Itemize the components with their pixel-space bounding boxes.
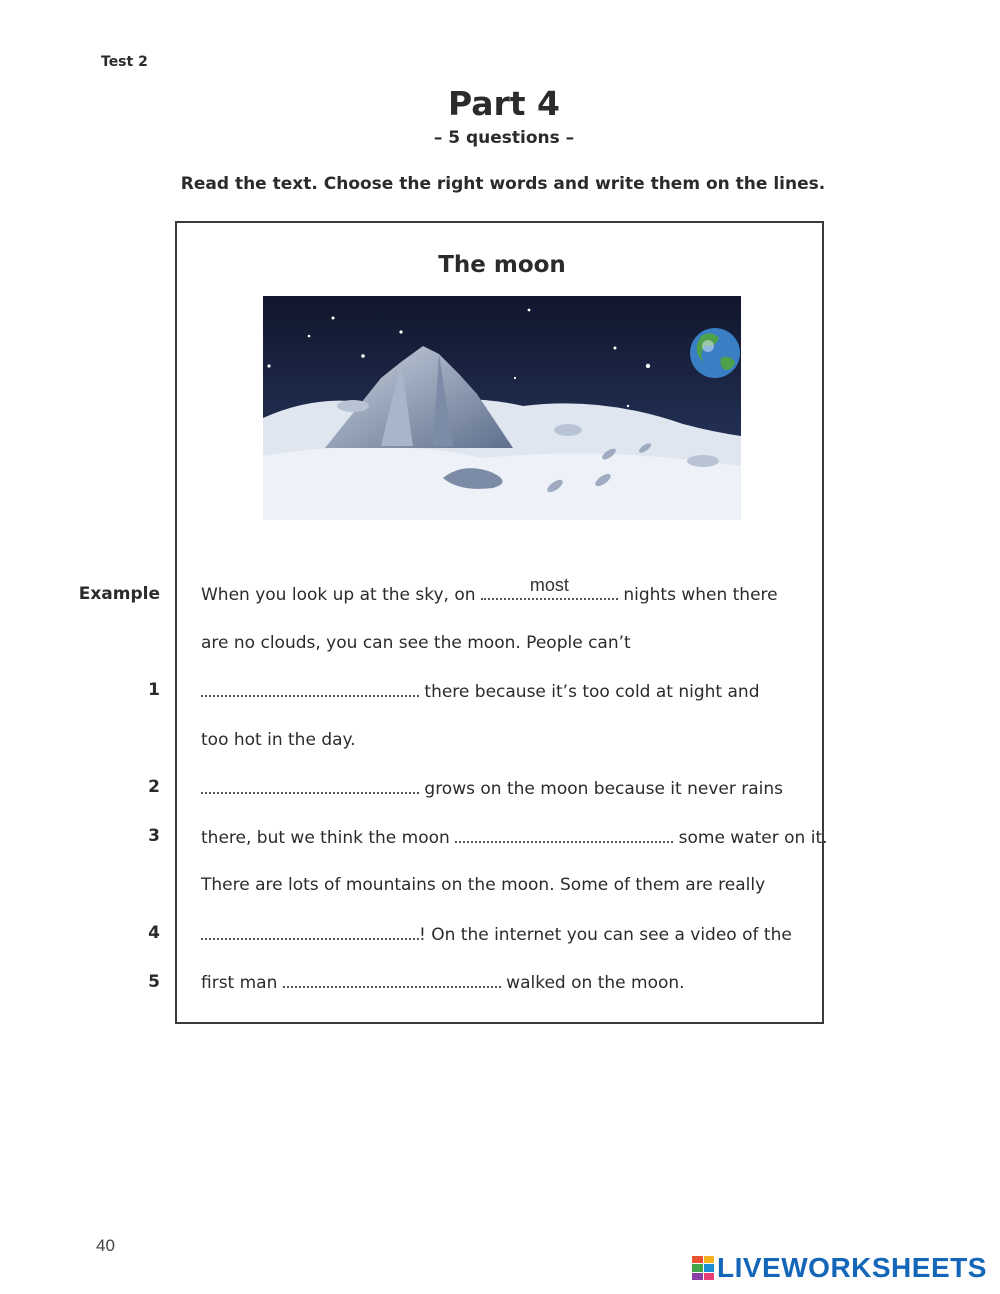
story-text: When you look up at the sky, on: [201, 585, 481, 605]
question-number-1: 1: [148, 680, 160, 700]
brand-logo[interactable]: [692, 1253, 987, 1283]
example-answer-blank: [481, 575, 618, 600]
part-title: Part 4: [447, 84, 561, 123]
answer-blank-2[interactable]: [201, 778, 419, 794]
part-subtitle: – 5 questions –: [433, 128, 575, 148]
answer-blank-4[interactable]: [201, 924, 419, 940]
story-text: there, but we think the moon: [201, 828, 456, 848]
liveworksheets-logo-icon: [692, 1256, 714, 1280]
story-line-q1: [201, 681, 759, 702]
story-line-q5: [201, 972, 685, 993]
story-text: grows on the moon because it never rains: [419, 779, 784, 799]
story-text: there because it’s too cold at night and: [419, 682, 760, 702]
story-text: are no clouds, you can see the moon. People can’t: [201, 633, 631, 653]
story-text: There are lots of mountains on the moon. Some of them are really: [201, 875, 766, 895]
story-line: [201, 875, 765, 895]
story-text: nights when there: [617, 585, 778, 605]
story-title: The moon: [438, 252, 566, 278]
instructions: Read the text. Choose the right words and write them on the lines.: [180, 174, 826, 194]
answer-blank-5[interactable]: [283, 972, 501, 988]
story-line-q4: [201, 924, 792, 945]
earth-icon: [690, 328, 740, 378]
story-line-example: [201, 575, 778, 605]
story-line-q2: [201, 778, 783, 799]
example-label: Example: [78, 584, 160, 604]
brand-name: LIVEWORKSHEETS: [717, 1252, 987, 1283]
story-text: some water on it.: [673, 828, 828, 848]
question-number-4: 4: [148, 923, 160, 943]
example-answer: most: [529, 575, 569, 595]
answer-blank-1[interactable]: [201, 681, 419, 697]
moon-landscape-illustration: [263, 296, 741, 520]
story-text: first man: [201, 973, 283, 993]
story-line-q3: [201, 827, 828, 848]
answer-blank-3[interactable]: [455, 827, 673, 843]
question-number-3: 3: [148, 826, 160, 846]
story-line: [201, 633, 631, 653]
story-text: too hot in the day.: [201, 730, 356, 750]
story-text: ! On the internet you can see a video of the: [419, 925, 792, 945]
question-number-2: 2: [148, 777, 160, 797]
page-number: 40: [96, 1236, 115, 1255]
test-label: Test 2: [101, 54, 148, 70]
question-number-5: 5: [148, 972, 160, 992]
story-text: walked on the moon.: [500, 973, 685, 993]
story-line: [201, 730, 356, 750]
